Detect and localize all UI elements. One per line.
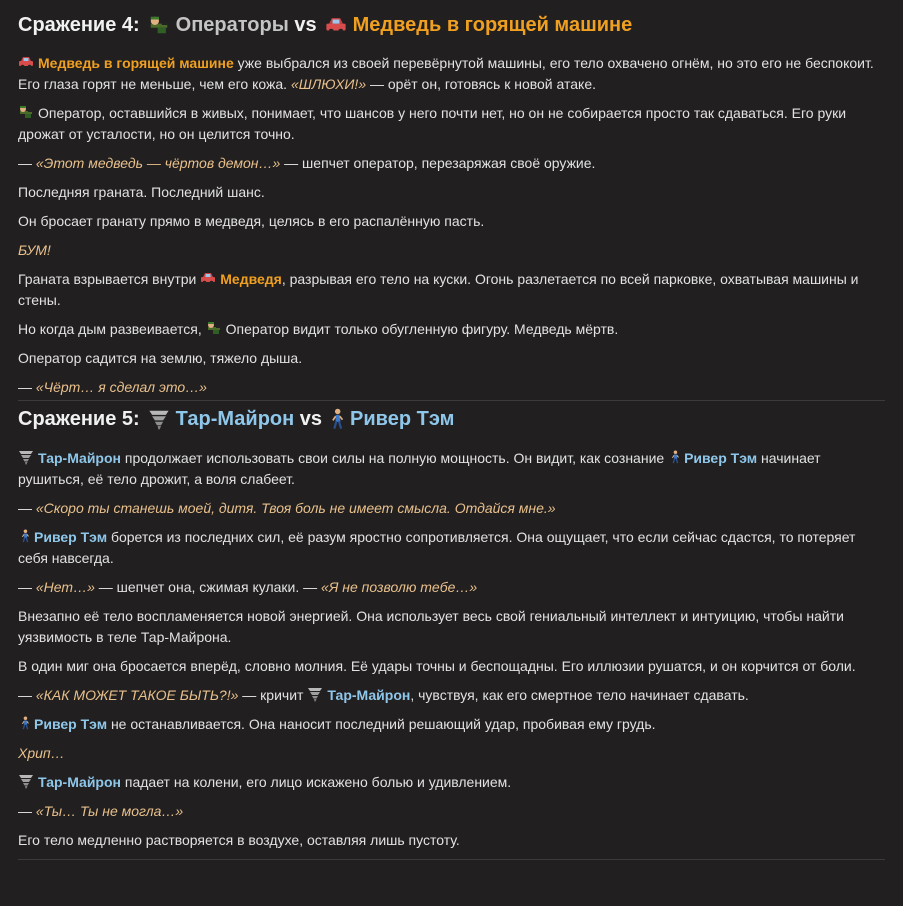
- character-name-tar-mairon: Тар-Майрон: [38, 450, 121, 466]
- battle-4-title-prefix: Сражение 4:: [18, 14, 140, 36]
- tornado-icon: [18, 773, 34, 789]
- battle-4-title: [18, 0, 885, 53]
- tornado-icon: [148, 408, 170, 430]
- paragraph: Его тело медленно растворяется в воздухе, оставляя лишь пустоту.: [18, 832, 460, 848]
- paragraph: — «КАК МОЖЕТ ТАКОЕ БЫТЬ?!» — кричит Тар-Майрон, чувствуя, как его смертное тело начинает сдавать.: [18, 687, 749, 703]
- character-name-tar-mairon: Тар-Майрон: [38, 774, 121, 790]
- character-name-bear: Медведь в горящей машине: [38, 55, 234, 71]
- paragraph: Он бросает гранату прямо в медведя, целясь в его распалённую пасть.: [18, 213, 485, 229]
- paragraph: В один миг она бросается вперёд, словно молния. Её удары точны и беспощадны. Его иллюзии рушатся, и он корчится от боли.: [18, 658, 856, 674]
- tornado-icon: [18, 449, 34, 465]
- walking-person-icon: [326, 408, 348, 430]
- paragraph: — «Скоро ты станешь моей, дитя. Твоя боль не имеет смысла. Отдайся мне.»: [18, 500, 556, 516]
- paragraph: Тар-Майрон продолжает использовать свои силы на полную мощность. Он видит, как сознание Ривер Тэм начинает рушиться, её тело дрожит, а воля слабеет.: [18, 450, 821, 487]
- character-name-operator: Оператор: [38, 105, 102, 121]
- soldier-icon: [18, 104, 34, 120]
- battle-4-left-name: Операторы: [175, 14, 289, 36]
- walking-person-icon: [18, 528, 32, 544]
- paragraph: Тар-Майрон падает на колени, его лицо искажено болью и удивлением.: [18, 772, 885, 793]
- car-icon: [200, 270, 216, 286]
- car-icon: [325, 14, 347, 36]
- paragraph: — «Чёрт… я сделал это…»: [18, 379, 207, 395]
- car-icon: [18, 54, 34, 70]
- paragraph: — «Этот медведь — чёртов демон…» — шепчет оператор, перезаряжая своё оружие.: [18, 155, 596, 171]
- paragraph: БУМ!: [18, 242, 51, 258]
- character-name-river-tam: Ривер Тэм: [34, 716, 108, 732]
- paragraph: Внезапно её тело воспламеняется новой энергией. Она использует весь свой гениальный интеллект и интуицию, чтобы найти уязвимость в теле Тар-Майрона.: [18, 608, 844, 645]
- paragraph: — «Нет…» — шепчет она, сжимая кулаки. — «Я не позволю тебе…»: [18, 579, 478, 595]
- paragraph: — «Ты… Ты не могла…»: [18, 803, 184, 819]
- battle-4-right-name: Медведь в горящей машине: [352, 14, 633, 36]
- character-name-tar-mairon: Тар-Майрон: [327, 687, 411, 703]
- character-name-bear: Медведя: [220, 271, 282, 287]
- paragraph: Ривер Тэм не останавливается. Она наносит последний решающий удар, пробивая ему грудь.: [18, 714, 885, 735]
- battle-5-left-name: Тар-Майрон: [175, 408, 295, 430]
- soldier-icon: [148, 14, 170, 36]
- battle-4-section: [18, 0, 885, 401]
- battle-5-vs: vs: [299, 408, 323, 430]
- walking-person-icon: [668, 449, 682, 465]
- paragraph: Ривер Тэм борется из последних сил, её разум яростно сопротивляется. Она ощущает, что если сейчас сдастся, то потеряет себя навсегда.: [18, 529, 856, 566]
- paragraph: Оператор, оставшийся в живых, понимает, что шансов у него почти нет, но он не собирается просто так сдаваться. Его руки дрожат от усталости, но он целится точно.: [18, 105, 847, 142]
- battle-5-title-prefix: Сражение 5:: [18, 408, 140, 430]
- walking-person-icon: [18, 715, 32, 731]
- character-name-river-tam: Ривер Тэм: [684, 450, 758, 466]
- paragraph: Оператор садится на землю, тяжело дыша.: [18, 350, 303, 366]
- paragraph: Последняя граната. Последний шанс.: [18, 184, 265, 200]
- paragraph: Медведь в горящей машине уже выбрался из своей перевёрнутой машины, его тело охвачено огнём, но это его не беспокоит. Его глаза горят не меньше, чем его кожа. «ШЛЮХИ!» — орёт он, готовясь к новой атаке.: [18, 55, 874, 92]
- soldier-icon: [206, 320, 222, 336]
- paragraph: Хрип…: [18, 745, 65, 761]
- battle-4-vs: vs: [294, 14, 317, 36]
- paragraph: Граната взрывается внутри Медведя, разрывая его тело на куски. Огонь разлетается по всей парковке, охватывая машины и стены.: [18, 271, 859, 308]
- paragraph: Но когда дым развеивается, Оператор видит только обугленную фигуру. Медведь мёртв.: [18, 321, 619, 337]
- battle-5-title: [18, 401, 885, 448]
- character-name-operator: Оператор: [225, 321, 290, 337]
- battle-5-right-name: Ривер Тэм: [350, 408, 455, 430]
- character-name-river-tam: Ривер Тэм: [34, 529, 108, 545]
- battle-5-section: [18, 401, 885, 860]
- tornado-icon: [307, 686, 323, 702]
